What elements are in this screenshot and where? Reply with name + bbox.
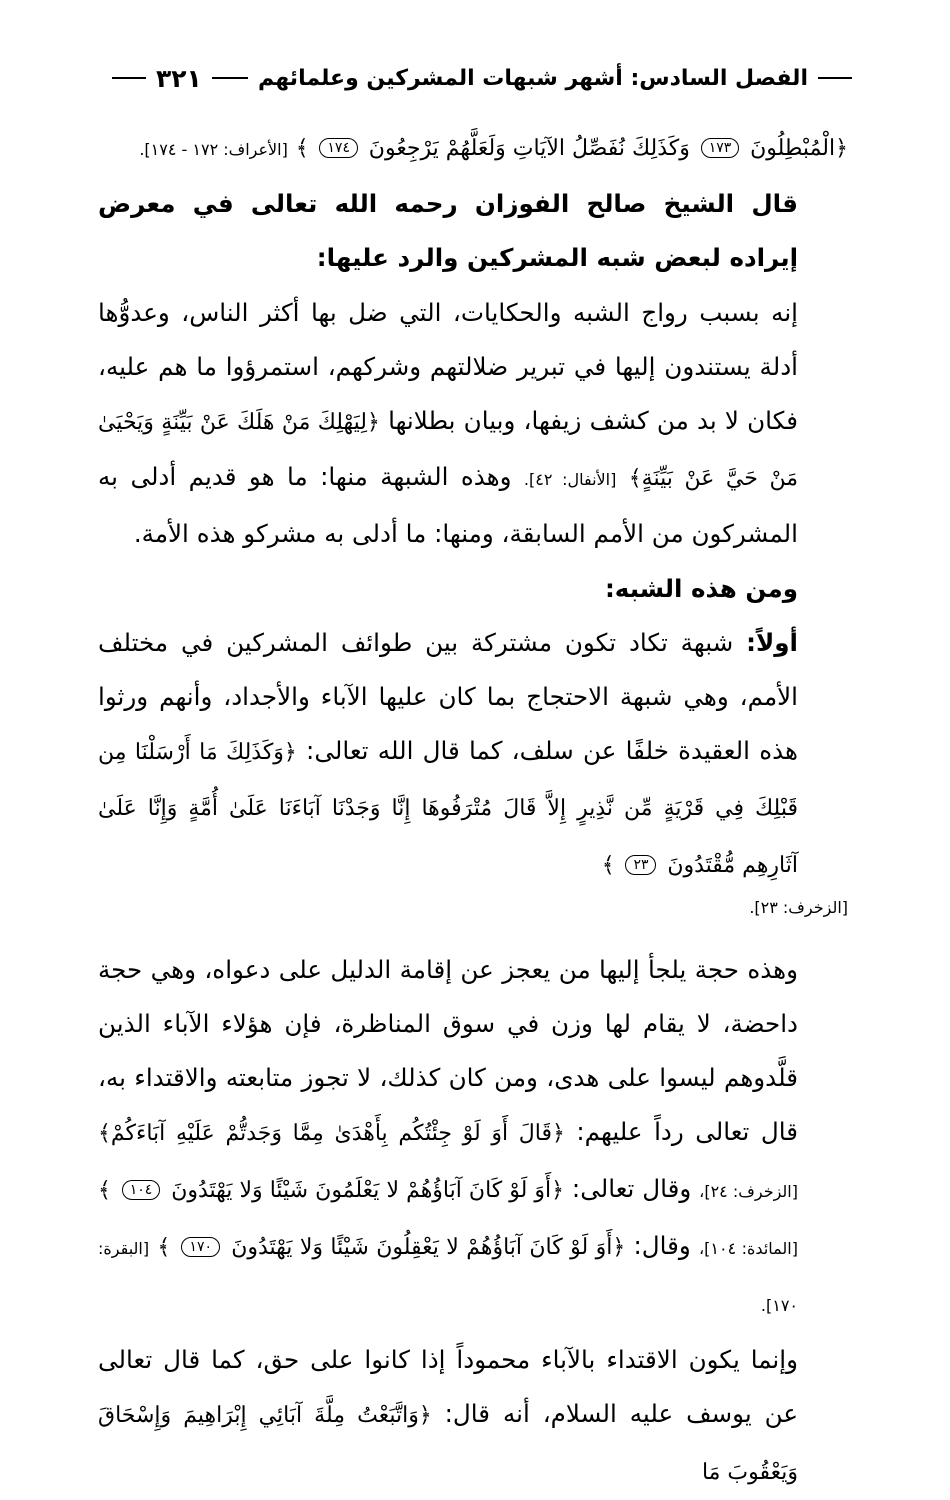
- running-header: [112, 56, 852, 100]
- quran-bracket: ﴾: [295, 136, 309, 161]
- quran-verse: ﴿الْمُبْطِلُونَ: [750, 136, 848, 161]
- body-text: وإنما يكون الاقتداء بالآباء محموداً إذا كانوا على حق، كما قال تعالى عن يوسف عليه السلام، أنه قال:: [98, 1345, 798, 1429]
- paragraph-reason: [98, 286, 848, 562]
- body-text: شبهة تكاد تكون مشتركة بين طوائف المشركين في مختلف الأمم، وهي شبهة الاحتجاج بما كان عليها الآباء والأجداد، وأنهم ورثوا هذه العقيدة خلفًا عن سلف، كما قال الله تعالى:: [98, 627, 798, 766]
- chapter-title: الفصل السادس: أشهر شبهات المشركين وعلمائهم: [258, 65, 808, 91]
- body-text: وقال:: [633, 1230, 691, 1260]
- body-text: إنه بسبب رواج الشبه والحكايات، التي ضل بها أكثر الناس، وعدوُّها أدلة يستندون إليها في تبرير ضلالتهم وشركهم، استمرؤوا ما هم عليه، فكان لا بد من كشف زيفها، وبيان بطلانها: [98, 297, 798, 436]
- verse-number-marker: ١٧٠: [181, 1237, 220, 1257]
- quran-verse: ﴿وَكَذَلِكَ مَا أَرْسَلْنَا مِن قَبْلِكَ فِي قَرْيَةٍ مِّن نَّذِيرٍ إِلاَّ قَالَ مُتْرَفُوهَا إِنَّا وَجَدْنَا آبَاءَنَا عَلَىٰ أُمَّةٍ وَإِنَّا عَلَىٰ آثَارِهِم مُّقْتَدُونَ: [98, 740, 798, 878]
- quran-bracket: ﴾: [157, 1234, 171, 1260]
- paragraph-intro: قال الشيخ صالح الفوزان رحمه الله تعالى في معرض إيراده لبعض شبه المشركين والرد عليها:: [98, 189, 798, 273]
- paragraph-rebuttal: [98, 943, 848, 1333]
- verse-reference: [الزخرف: ٢٣].: [749, 897, 848, 917]
- header-rule-right: [818, 77, 852, 79]
- page-number: ٣٢١: [156, 63, 202, 93]
- quran-verse: وَكَذَلِكَ نُفَصِّلُ الآيَاتِ وَلَعَلَّهُمْ يَرْجِعُونَ: [368, 136, 690, 161]
- quran-verse: ﴿وَاتَّبَعْتُ مِلَّةَ آبَائِي إِبْرَاهِيمَ وَإِسْحَاقَ وَيَعْقُوبَ مَا: [98, 1403, 798, 1485]
- verse-reference: [الأعراف: ١٧٢ - ١٧٤].: [139, 140, 288, 159]
- paragraph-first-doubt: [98, 616, 848, 893]
- paragraph-verse-continuation: [98, 120, 848, 177]
- quran-verse: ﴿لِيَهْلِكَ مَنْ هَلَكَ عَنْ بَيِّنَةٍ وَيَحْيَىٰ مَنْ حَيَّ عَنْ بَيِّنَةٍ﴾: [98, 410, 798, 492]
- quran-verse: ﴿قَالَ أَوَ لَوْ جِئْتُكُم بِأَهْدَىٰ مِمَّا وَجَدتُّمْ عَلَيْهِ آبَاءَكُمْ﴾: [98, 1121, 565, 1147]
- verse-reference: [الزخرف: ٢٤]،: [699, 1181, 798, 1201]
- quran-bracket: ﴾: [98, 1177, 111, 1203]
- verse-number-marker: ٢٣: [625, 855, 656, 875]
- list-lead: أولاً:: [746, 627, 798, 657]
- verse-reference: [الأنفال: ٤٢].: [523, 470, 617, 490]
- body-text: وهذه حجة يلجأ إليها من يعجز عن إقامة الدليل على دعواه، وهي حجة داحضة، لا يقام لها وزن في سوق المناظرة، فإن هؤلاء الآباء الذين قلَّدوهم ليسوا على هدى، ومن كان كذلك، لا تجوز متابعته والاقتداء به، قال تعالى رداً عليهم:: [98, 954, 798, 1147]
- page-body: [98, 120, 848, 1500]
- section-heading: ومن هذه الشبه:: [604, 573, 798, 603]
- verse-reference: [البقرة: ١٧٠].: [98, 1238, 798, 1316]
- paragraph-conclusion: [98, 1333, 848, 1500]
- verse-number-marker: ١٧٤: [319, 138, 358, 158]
- verse-number-marker: ١٧٣: [701, 138, 740, 158]
- quran-verse: ﴿أَوَ لَوْ كَانَ آبَاؤُهُمْ لا يَعْلَمُونَ شَيْئًا وَلا يَهْتَدُونَ: [171, 1177, 565, 1203]
- body-text: وهذه الشبهة منها: ما هو قديم أدلى به المشركون من الأمم السابقة، ومنها: ما أدلى به مشركو هذه الأمة.: [98, 462, 798, 549]
- header-rule-left: [112, 77, 146, 79]
- quran-bracket: ﴾: [601, 852, 615, 878]
- header-rule-middle: [212, 77, 248, 79]
- body-text: وقال تعالى:: [571, 1173, 692, 1203]
- quran-verse: ﴿أَوَ لَوْ كَانَ آبَاؤُهُمْ لا يَعْقِلُونَ شَيْئًا وَلا يَهْتَدُونَ: [231, 1234, 626, 1260]
- verse-reference: [المائدة: ١٠٤]،: [698, 1238, 798, 1258]
- verse-number-marker: ١٠٤: [122, 1180, 161, 1200]
